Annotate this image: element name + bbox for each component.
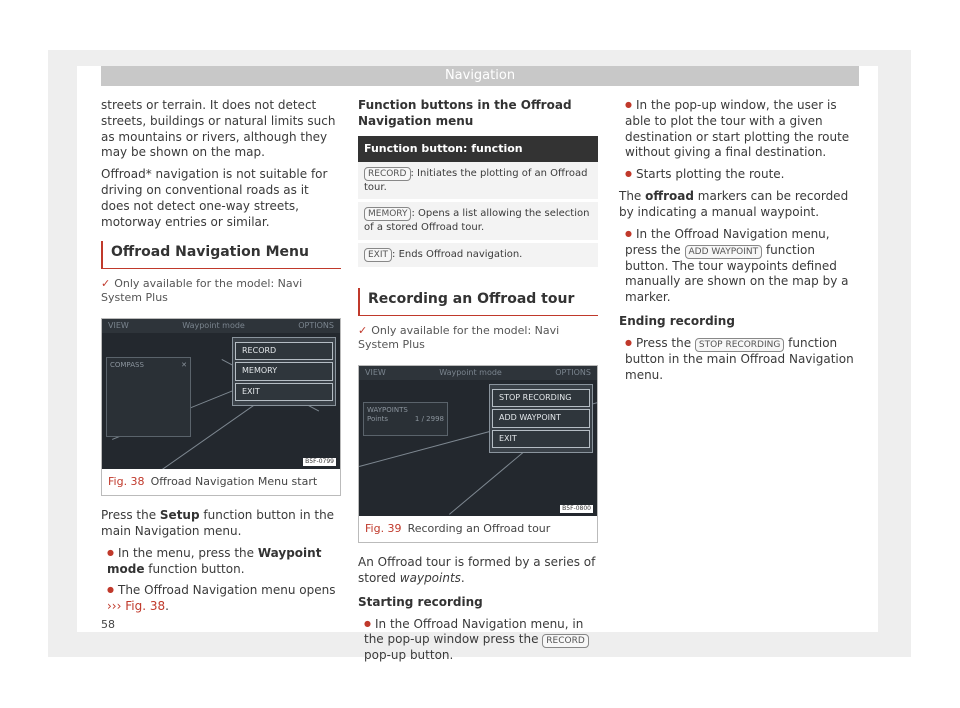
nav-screen <box>102 319 340 469</box>
record-button[interactable]: RECORD <box>235 342 333 361</box>
popup-menu <box>489 384 593 454</box>
bullet: ● In the menu, press the Waypoint mode function button. <box>101 546 341 578</box>
tab-waypoint-mode[interactable]: Waypoint mode <box>182 320 245 330</box>
bullet: ● In the Offroad Navigation menu, press the ADD WAYPOINT function button. The tour waypoints defined manually are shown on the map by a marker. <box>619 227 859 306</box>
popup-menu <box>232 337 336 407</box>
paragraph: An Offroad tour is formed by a series of stored waypoints. <box>358 555 596 585</box>
record-key: RECORD <box>542 634 589 648</box>
model-note: ✓ Only available for the model: Navi System Plus <box>101 276 303 305</box>
column-1 <box>101 98 341 621</box>
screen-topbar <box>359 366 597 380</box>
fig-link[interactable]: ››› Fig. 38 <box>107 599 166 614</box>
page-number: 58 <box>101 618 115 631</box>
tab-options[interactable]: OPTIONS <box>555 367 591 377</box>
column-3 <box>619 98 859 390</box>
tab-view[interactable]: VIEW <box>108 320 129 330</box>
heading-function-buttons: Function buttons in the Offroad Navigation menu <box>358 98 572 128</box>
waypoints-panel: WAYPOINTS Points 1 / 2998 <box>363 402 448 436</box>
function-table <box>358 136 598 270</box>
exit-button[interactable]: EXIT <box>235 383 333 402</box>
stop-recording-button[interactable]: STOP RECORDING <box>492 389 590 408</box>
tab-waypoint-mode[interactable]: Waypoint mode <box>439 367 502 377</box>
bullet: ● Starts plotting the route. <box>619 167 859 183</box>
model-note: ✓ Only available for the model: Navi System Plus <box>358 323 560 352</box>
heading-recording: Recording an Offroad tour <box>358 288 598 316</box>
exit-button[interactable]: EXIT <box>492 430 590 449</box>
column-2 <box>358 98 598 670</box>
table-row: MEMORY : Opens a list allowing the selection of a stored Offroad tour. <box>358 201 598 241</box>
figure-39 <box>358 365 598 544</box>
record-key: RECORD <box>364 167 411 181</box>
paragraph: Offroad* navigation is not suitable for driving on conventional roads as it does not detect one-way streets, motorway entries or similar. <box>101 167 328 229</box>
paragraph: Press the Setup function button in the main Navigation menu. <box>101 508 335 538</box>
table-row: EXIT : Ends Offroad navigation. <box>358 241 598 268</box>
paragraph: streets or terrain. It does not detect streets, buildings or natural limits such as mountains or rivers, although they may be shown on the map. <box>101 98 336 160</box>
exit-key: EXIT <box>364 248 392 262</box>
heading-ending: Ending recording <box>619 314 735 329</box>
figure-code: B5F-0799 <box>305 457 334 465</box>
paragraph: The offroad markers can be recorded by indicating a manual waypoint. <box>619 189 849 219</box>
bullet: ● In the Offroad Navigation menu, in the pop-up window press the RECORD pop-up button. <box>358 617 598 665</box>
table-header: Function button: function <box>358 136 598 163</box>
add-waypoint-button[interactable]: ADD WAYPOINT <box>492 409 590 428</box>
heading-starting: Starting recording <box>358 594 483 609</box>
figure-caption: Fig. 38 Offroad Navigation Menu start <box>108 474 318 488</box>
check-icon: ✓ <box>101 276 111 290</box>
figure-caption: Fig. 39 Recording an Offroad tour <box>365 521 551 535</box>
compass-panel: COMPASS ✕ <box>106 357 191 437</box>
memory-key: MEMORY <box>364 207 411 221</box>
check-icon: ✓ <box>358 323 368 337</box>
tab-view[interactable]: VIEW <box>365 367 386 377</box>
add-waypoint-key: ADD WAYPOINT <box>685 245 763 259</box>
memory-button[interactable]: MEMORY <box>235 362 333 381</box>
figure-code: B5F-0800 <box>562 504 591 512</box>
bullet: ● Press the STOP RECORDING function button in the main Offroad Navigation menu. <box>619 336 859 384</box>
tab-options[interactable]: OPTIONS <box>298 320 334 330</box>
section-header: Navigation <box>101 66 859 86</box>
bullet: ● In the pop-up window, the user is able to plot the tour with a given destination or start plotting the route without giving a final destination. <box>619 98 859 161</box>
screen-topbar <box>102 319 340 333</box>
heading-offroad-menu: Offroad Navigation Menu <box>101 241 341 269</box>
figure-38 <box>101 318 341 497</box>
stop-recording-key: STOP RECORDING <box>695 338 784 352</box>
bullet: ● The Offroad Navigation menu opens ››› Fig. 38. <box>101 583 341 615</box>
close-icon[interactable]: ✕ <box>181 360 187 369</box>
nav-screen <box>359 366 597 516</box>
table-row: RECORD : Initiates the plotting of an Offroad tour. <box>358 162 598 201</box>
